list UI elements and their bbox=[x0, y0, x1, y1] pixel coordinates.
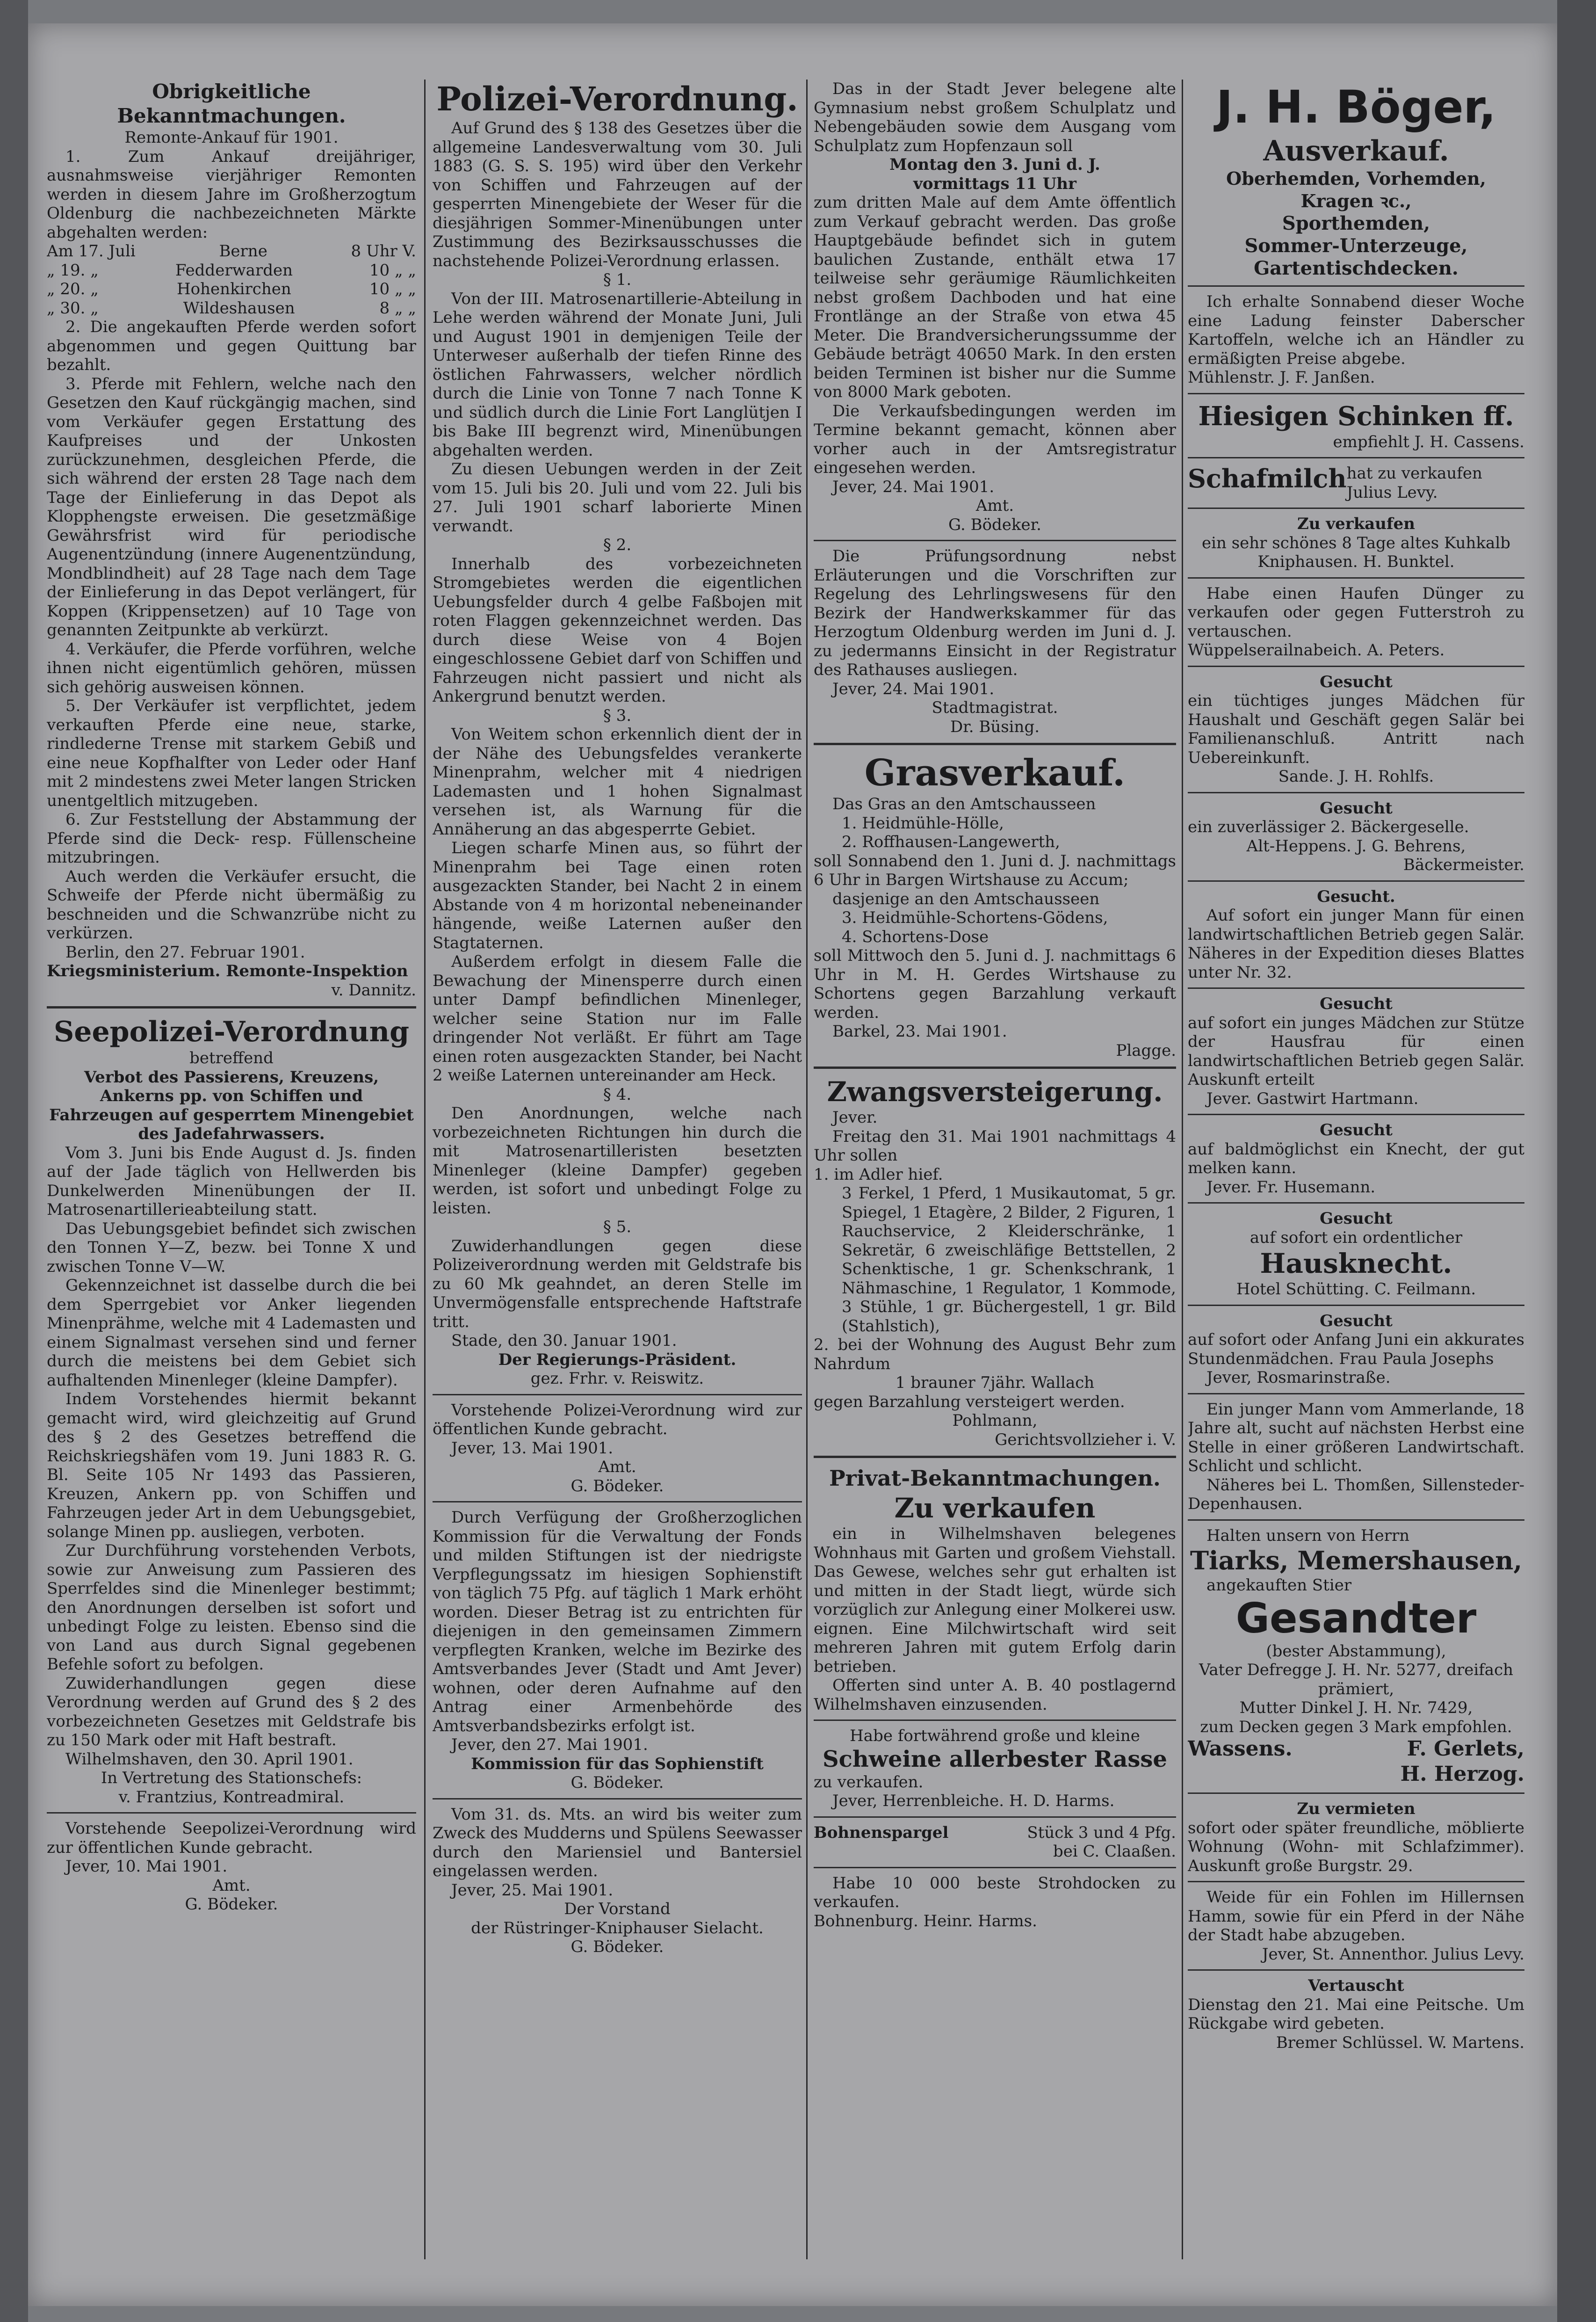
weide-signature: Jever, St. Annenthor. Julius Levy. bbox=[1262, 1945, 1524, 1964]
polizei-signature: G. Bödeker. bbox=[571, 1476, 664, 1495]
gesucht-signature: Alt-Heppens. J. G. Behrens, bbox=[1246, 836, 1466, 856]
section-mark: § 3. bbox=[603, 706, 632, 725]
column-4 bbox=[1188, 80, 1524, 2259]
seepolizei-paragraph: Vom 3. Juni bis Ende August d. Js. finden auf der Jade täglich von Hellwerden bis Dunkelwerden Minenübungen der II. Matrosenartillerieabteilung statt. bbox=[47, 1143, 416, 1219]
schafmilch-row: Schafmilch hat zu verkaufen Julius Levy. bbox=[1188, 464, 1482, 502]
seepolizei-signature: G. Bödeker. bbox=[185, 1895, 278, 1914]
polizei-paragraph: Zuwiderhandlungen gegen diese Polizeiverordnung werden mit Geldstrafe bis zu 60 Mk geahndet, an deren Stelle im Unvermögensfalle entsprechende Haftstrafe tritt. bbox=[433, 1236, 802, 1331]
section-rule bbox=[814, 743, 1176, 745]
gesucht-heading: Gesucht. bbox=[1317, 887, 1395, 906]
schweine-signature: Jever, Herrenbleiche. H. D. Harms. bbox=[832, 1792, 1115, 1810]
seepolizei-subtitle: Verbot des Passierens, Kreuzens, Ankerns pp. von Schiffen und Fahrzeugen auf gesperrtem Minengebiet des Jadefahrwassers. bbox=[49, 1067, 414, 1143]
boeger-title: J. H. Böger, bbox=[1216, 81, 1496, 133]
junger-mann-paragraph: Näheres bei L. Thomßen, Sillensteder-Depenhausen. bbox=[1188, 1475, 1524, 1513]
stroh-signature: Bohnenburg. Heinr. Harms. bbox=[814, 1911, 1037, 1930]
bohnenspargel-row: Bohnenspargel Stück 3 und 4 Pfg. bbox=[814, 1823, 1176, 1842]
gymnasium-date-bold: Montag den 3. Juni d. J. bbox=[889, 155, 1100, 174]
gymnasium-signature: G. Bödeker. bbox=[948, 515, 1041, 534]
stift-signature: Kommission für das Sophienstift bbox=[471, 1754, 764, 1773]
weide-paragraph: Weide für ein Fohlen im Hillernsen Hamm, sowie für ein Pferd in der Nähe der Stadt habe abzugeben. bbox=[1188, 1888, 1524, 1945]
stier-paragraph: zum Decken gegen 3 Mark empfohlen. bbox=[1200, 1717, 1512, 1736]
market-row: „ 30. „ Wildeshausen 8 „ „ bbox=[47, 298, 416, 318]
section-rule bbox=[814, 1816, 1176, 1818]
gesucht-heading: Gesucht bbox=[1320, 798, 1393, 818]
polizei-title: Polizei-Verordnung. bbox=[436, 80, 798, 118]
gras-list-item: 3. Heidmühle-Schortens-Gödens, bbox=[842, 908, 1108, 927]
section-rule bbox=[1188, 1393, 1524, 1394]
gras-list-item: 1. Heidmühle-Hölle, bbox=[842, 813, 1004, 833]
column-1 bbox=[47, 80, 416, 2259]
schinken-title: Hiesigen Schinken ff. bbox=[1198, 400, 1514, 432]
section-mark: § 2. bbox=[603, 536, 632, 554]
gesucht-heading: Gesucht bbox=[1320, 672, 1393, 691]
remonte-paragraph: 3. Pferde mit Fehlern, welche nach den Gesetzen den Kauf rückgängig machen, sind vom Verkäufer gegen Erstattung des Kaufpreises und der Unkosten zurückzunehmen, desgleichen Pferde, die sich während der ersten 28 Tage nach dem Tage der Einlieferung in das Depot als Klopphengste erweisen. Die gesetzmäßige Gewährsfrist wird für periodische Augenentzündung (innere Augenentzündung, Mondblindheit) auf 28 Tage nach dem Tage der Einlieferung in das Depot verlängert, für Koppen (Krippensetzen) auf 10 Tage von genannten Zeitpunkte ab verkürzt. bbox=[47, 374, 416, 639]
pruefung-signature: Dr. Büsing. bbox=[950, 717, 1040, 736]
zwangsversteigerung-title: Zwangsversteigerung. bbox=[827, 1076, 1163, 1108]
schweine-paragraph: zu verkaufen. bbox=[814, 1772, 924, 1792]
siel-signature: G. Bödeker. bbox=[571, 1937, 664, 1956]
section-rule bbox=[814, 1456, 1176, 1458]
section-rule bbox=[1188, 792, 1524, 793]
section-rule bbox=[1188, 666, 1524, 667]
grasverkauf-title: Grasverkauf. bbox=[864, 752, 1126, 794]
section-mark: § 5. bbox=[603, 1218, 632, 1236]
remonte-paragraph: Auch werden die Verkäufer ersucht, die Schweife der Pferde nicht übermäßig zu beschneiden und die Schwanzrübe nicht zu verkürzen. bbox=[47, 867, 416, 943]
gesucht-signature: Jever. Gastwirt Hartmann. bbox=[1206, 1089, 1419, 1108]
ausverkauf-title: Ausverkauf. bbox=[1263, 135, 1449, 167]
polizei-signature: Der Regierungs-Präsident. bbox=[498, 1350, 737, 1369]
hausknecht-title: Hausknecht. bbox=[1260, 1248, 1452, 1279]
gymnasium-paragraph: Die Verkaufsbedingungen werden im Termine bekannt gemacht, können aber vorher auch in der Amtsregistratur eingesehen werden. bbox=[814, 401, 1176, 477]
section-rule bbox=[1188, 1202, 1524, 1204]
zwang-paragraph: Freitag den 31. Mai 1901 nachmittags 4 Uhr sollen bbox=[814, 1127, 1176, 1165]
section-rule bbox=[433, 1798, 802, 1800]
seepolizei-date: Wilhelmshaven, den 30. April 1901. bbox=[65, 1749, 354, 1769]
kuhkalb-paragraph: ein sehr schönes 8 Tage altes Kuhkalb bbox=[1202, 533, 1510, 552]
section-rule bbox=[1188, 1114, 1524, 1115]
section-rule bbox=[1188, 457, 1524, 458]
section-rule bbox=[1188, 1969, 1524, 1971]
gesucht-signature: Bäckermeister. bbox=[1403, 856, 1524, 874]
gesucht-signature: Sande. J. H. Rohlfs. bbox=[1278, 767, 1434, 786]
section-rule bbox=[814, 1867, 1176, 1868]
seepolizei-paragraph: Zur Durchführung vorstehenden Verbots, sowie zur Anweisung zum Passieren des Sperrfeldes sind die Minenleger bestimmt; den Anordnungen derselben ist sofort und unbedingt Folge zu leisten. Ebenso sind die von Land aus durch Signal gegebenen Befehle sofort zu befolgen. bbox=[47, 1541, 416, 1674]
section-rule bbox=[433, 1501, 802, 1502]
official-notices-heading: Obrigkeitliche Bekanntmachungen. bbox=[117, 80, 346, 127]
schinken-signature: empfiehlt J. H. Cassens. bbox=[1333, 432, 1524, 451]
gras-paragraph: Das Gras an den Amtschausseen bbox=[832, 795, 1096, 813]
boeger-line: Sporthemden, bbox=[1282, 212, 1430, 234]
zwang-paragraph: 1 brauner 7jähr. Wallach bbox=[895, 1373, 1095, 1392]
remonte-paragraph: 5. Der Verkäufer ist verpflichtet, jedem verkauften Pferde eine neue, starke, rindlederne Trense mit starkem Gebiß und eine neue Kopfhalfter von Leder oder Hanf mit 2 mindestens zwei Meter langen Stricken unentgeltlich mitzugeben. bbox=[47, 697, 416, 810]
gesucht-paragraph: Auf sofort ein junger Mann für einen landwirtschaftlichen Betrieb gegen Salär. Näheres in der Expedition dieses Blattes unter Nr. 32. bbox=[1188, 906, 1524, 982]
gesucht-signature: Hotel Schütting. C. Feilmann. bbox=[1236, 1280, 1476, 1299]
remonte-signature: Kriegsministerium. Remonte-Inspektion bbox=[47, 962, 408, 980]
gras-signature: Plagge. bbox=[1116, 1041, 1176, 1060]
scan-right-edge bbox=[1557, 0, 1596, 2322]
verkaufen-paragraph: Offerten sind unter A. B. 40 postlagernd Wilhelmshaven einzusenden. bbox=[814, 1676, 1176, 1714]
boeger-line: Gartentischdecken. bbox=[1254, 257, 1459, 279]
seepolizei-paragraph: Zuwiderhandlungen gegen diese Verordnung werden auf Grund des § 2 des vorbezeichneten Gesetzes mit Geldstrafe bis zu 150 Mark oder mit Haft bestraft. bbox=[47, 1674, 416, 1749]
seepolizei-amt: Amt. bbox=[212, 1876, 251, 1895]
schweine-title: Schweine allerbester Rasse bbox=[823, 1746, 1167, 1772]
section-rule bbox=[1188, 577, 1524, 579]
gras-paragraph: dasjenige an den Amtschausseen bbox=[832, 889, 1100, 908]
zwang-signature: Pohlmann, bbox=[952, 1411, 1038, 1430]
verkaufen-paragraph: ein in Wilhelmshaven belegenes Wohnhaus mit Garten und großem Viehstall. Das Gewese, welches sehr gut erhalten ist und mitten in der Stadt liegt, würde sich vorzüglich zur Anlegung einer Molkerei usw. eignen. Eine Milchwirtschaft wird seit mehreren Jahren mit gutem Erfolg darin betrieben. bbox=[814, 1524, 1176, 1676]
section-rule bbox=[814, 1720, 1176, 1721]
gesandter-title: Gesandter bbox=[1235, 1594, 1477, 1642]
kartoffel-signature: Mühlenstr. J. F. Janßen. bbox=[1188, 368, 1375, 387]
zwang-paragraph: gegen Barzahlung versteigert werden. bbox=[814, 1392, 1125, 1411]
gesucht-paragraph: auf sofort ein ordentlicher bbox=[1249, 1228, 1463, 1247]
pruefung-paragraph: Die Prüfungsordnung nebst Erläuterungen und die Vorschriften zur Regelung des Lehrlingswesens für den Bezirk der Handwerkskammer für das Herzogtum Oldenburg werden im Juni d. J. zu jedermanns Einsicht in der Registratur des Rathauses ausliegen. bbox=[814, 547, 1176, 679]
section-rule bbox=[1188, 880, 1524, 882]
gymnasium-date: Jever, 24. Mai 1901. bbox=[832, 477, 995, 496]
seepolizei-signature: In Vertretung des Stationschefs: bbox=[101, 1769, 362, 1787]
stier-paragraph: (bester Abstammung), bbox=[1266, 1641, 1446, 1661]
polizei-paragraph: Außerdem erfolgt in diesem Falle die Bewachung der Minensperre durch einen unter Dampf befindlichen Minenleger, welcher seine Station nur im Falle dringender Not verläßt. Er führt am Tage einen roten ausgezackten Stander, bei Nacht 2 weiße Laternen untereinander am Heck. bbox=[433, 952, 802, 1085]
remonte-title: Remonte-Ankauf für 1901. bbox=[124, 128, 339, 147]
seepolizei-paragraph: Vorstehende Seepolizei-Verordnung wird zur öffentlichen Kunde gebracht. bbox=[47, 1819, 416, 1857]
gesucht-signature: Jever, Rosmarinstraße. bbox=[1206, 1368, 1391, 1387]
section-mark: § 4. bbox=[603, 1085, 632, 1104]
gesucht-signature: Jever. Fr. Husemann. bbox=[1206, 1177, 1376, 1197]
column-divider bbox=[424, 80, 426, 2259]
column-divider bbox=[1182, 80, 1183, 2259]
column-3 bbox=[814, 80, 1176, 2259]
polizei-paragraph: Auf Grund des § 138 des Gesetzes über die allgemeine Landesverwaltung vom 30. Juli 1883 (G. S. S. 195) wird über den Verkehr von Schiffen und Fahrzeugen auf der gesperrten Minengebiete der Weser für die diesjährigen Sommer-Minenübungen unter Zustimmung des Bezirksausschusses die nachstehende Polizei-Verordnung erlassen. bbox=[433, 119, 802, 270]
remonte-date: Berlin, den 27. Februar 1901. bbox=[65, 943, 305, 962]
remonte-paragraph: 1. Zum Ankauf dreijähriger, ausnahmsweise vierjähriger Remonten werden in diesem Jahre im Großherzogtum Oldenburg die nachbezeichneten Märkte abgehalten werden: bbox=[47, 147, 416, 242]
stier-signature-row: Wassens. F. Gerlets, H. Herzog. bbox=[1188, 1737, 1524, 1786]
stift-signature: G. Bödeker. bbox=[571, 1773, 664, 1792]
duenger-paragraph: Habe einen Haufen Dünger zu verkaufen oder gegen Futterstroh zu vertauschen. bbox=[1188, 584, 1524, 641]
gesucht-paragraph: auf baldmöglichst ein Knecht, der gut melken kann. bbox=[1188, 1139, 1524, 1177]
gras-list-item: 4. Schortens-Dose bbox=[842, 927, 989, 946]
bohnenspargel-signature: bei C. Claaßen. bbox=[1053, 1842, 1176, 1861]
privat-heading: Privat-Bekanntmachungen. bbox=[829, 1466, 1161, 1491]
vertauscht-heading: Vertauscht bbox=[1308, 1976, 1404, 1995]
vermieten-paragraph: sofort oder später freundliche, möblierte Wohnung (Wohn- mit Schlafzimmer). Auskunft große Burgstr. 29. bbox=[1188, 1818, 1524, 1875]
gesucht-paragraph: auf sofort oder Anfang Juni ein akkurates Stundenmädchen. Frau Paula Josephs bbox=[1188, 1330, 1524, 1368]
gesucht-paragraph: ein zuverlässiger 2. Bäckergeselle. bbox=[1188, 818, 1469, 836]
kuhkalb-signature: Kniphausen. H. Bunktel. bbox=[1257, 552, 1455, 571]
gras-paragraph: soll Sonnabend den 1. Juni d. J. nachmittags 6 Uhr in Bargen Wirtshause zu Accum; bbox=[814, 851, 1176, 889]
section-rule bbox=[1188, 1305, 1524, 1306]
siel-paragraph: Vom 31. ds. Mts. an wird bis weiter zum Zweck des Mudderns und Spülens Seewasser durch den Mariensiel und Bantersiel eingelassen werden. bbox=[433, 1805, 802, 1880]
gymnasium-amt: Amt. bbox=[975, 496, 1014, 515]
polizei-paragraph: Zu diesen Uebungen werden in der Zeit vom 15. Juli bis 20. Juli und vom 22. Juli bis 27. Juli 1901 scharf laborierte Minen verwandt. bbox=[433, 460, 802, 536]
remonte-signature: v. Dannitz. bbox=[331, 980, 416, 1000]
zwang-list-item: 2. bei der Wohnung des August Behr zum Nahrdum bbox=[814, 1335, 1176, 1373]
zu-verkaufen-title: Zu verkaufen bbox=[894, 1492, 1096, 1524]
zwang-paragraph: 3 Ferkel, 1 Pferd, 1 Musikautomat, 5 gr. Spiegel, 1 Etagère, 2 Bilder, 2 Figuren, 1 Rauchservice, 2 Kleiderschränke, 1 Sekretär, 6 zweischläfige Bettstellen, 2 Schenktische, 1 gr. Schenkschrank, 1 Nähmaschine, 1 Regulator, 1 Kommode, 3 Stühle, 1 gr. Büchergestell, 1 gr. Bild (Stahlstich), bbox=[842, 1184, 1176, 1335]
zu-vermieten-heading: Zu vermieten bbox=[1297, 1800, 1415, 1818]
polizei-amt: Amt. bbox=[598, 1458, 636, 1476]
seepolizei-date: Jever, 10. Mai 1901. bbox=[65, 1857, 228, 1876]
section-rule bbox=[814, 1067, 1176, 1069]
market-row: Am 17. Juli Berne 8 Uhr V. bbox=[47, 242, 416, 261]
junger-mann-paragraph: Ein junger Mann vom Ammerlande, 18 Jahre alt, sucht auf nächsten Herbst eine Stelle in einer größeren Landwirtschaft. Schlicht und schlicht. bbox=[1188, 1400, 1524, 1475]
section-rule bbox=[47, 1812, 416, 1814]
polizei-paragraph: Innerhalb des vorbezeichneten Stromgebietes werden die eigentlichen Uebungsfelder durch 4 gelbe Faßbojen mit roten Flaggen gekennzeichnet werden. Das durch diese Weise von 4 Bojen eingeschlossene Gebiet darf von Schiffen und Fahrzeugen nicht passiert und nicht als Ankergrund benutzt werden. bbox=[433, 554, 802, 706]
section-rule bbox=[1188, 987, 1524, 989]
section-rule bbox=[1188, 1519, 1524, 1521]
polizei-signature: gez. Frhr. v. Reiswitz. bbox=[530, 1369, 704, 1388]
zwang-list-item: 1. im Adler hief. bbox=[814, 1165, 943, 1184]
section-rule bbox=[1188, 393, 1524, 394]
polizei-paragraph: Vorstehende Polizei-Verordnung wird zur öffentlichen Kunde gebracht. bbox=[433, 1400, 802, 1438]
gras-date: Barkel, 23. Mai 1901. bbox=[832, 1022, 1007, 1041]
seepolizei-paragraph: Indem Vorstehendes hiermit bekannt gemacht wird, wird gleichzeitig auf Grund des § 2 des Gesetzes betreffend die Reichskriegshäfen vom 19. Juni 1883 R. G. Bl. Seite 105 Nr 1493 das Passieren, Kreuzen, Ankern pp. von Schiffen und Fahrzeugen jeder Art in dem Uebungsgebiet, solange Minen pp. ausliegen, verboten. bbox=[47, 1390, 416, 1541]
zu-verkaufen-heading: Zu verkaufen bbox=[1297, 515, 1415, 533]
polizei-paragraph: Liegen scharfe Minen aus, so führt der Minenprahm bei Tage einen roten ausgezackten Stander, bei Nacht 2 in einem Abstande von 4 m horizontal nebeneinander hängende, weiße Laternen außer den Stagtaternen. bbox=[433, 839, 802, 952]
market-row: „ 20. „ Hohenkirchen 10 „ „ bbox=[47, 280, 416, 298]
gesucht-heading: Gesucht bbox=[1320, 1121, 1393, 1139]
schweine-intro: Habe fortwährend große und kleine bbox=[850, 1727, 1140, 1745]
remonte-paragraph: 4. Verkäufer, die Pferde vorführen, welche ihnen nicht eigentümlich gehören, müssen sich gehörig ausweisen können. bbox=[47, 639, 416, 697]
section-rule bbox=[814, 540, 1176, 541]
vertauscht-paragraph: Dienstag den 21. Mai eine Peitsche. Um Rückgabe wird gebeten. bbox=[1188, 1995, 1524, 2033]
section-rule bbox=[1188, 508, 1524, 509]
seepolizei-paragraph: Gekennzeichnet ist dasselbe durch die bei dem Sperrgebiet vor Anker liegenden Minenprähme, welche mit 4 Lademasten und einem Signalmast versehen sind und ferner durch die meistens bei dem Gebiet sich aufhaltenden Minenleger (kleine Dampfer). bbox=[47, 1276, 416, 1390]
section-rule bbox=[433, 1394, 802, 1395]
stier-paragraph: angekauften Stier bbox=[1206, 1576, 1352, 1595]
pruefung-signature: Stadtmagistrat. bbox=[932, 698, 1058, 717]
stift-date: Jever, den 27. Mai 1901. bbox=[451, 1735, 648, 1754]
boeger-line: Sommer-Unterzeuge, bbox=[1244, 235, 1468, 257]
gesucht-heading: Gesucht bbox=[1320, 1311, 1393, 1330]
gesucht-heading: Gesucht bbox=[1320, 1209, 1393, 1228]
market-row: „ 19. „ Fedderwarden 10 „ „ bbox=[47, 261, 416, 280]
duenger-signature: Wüppelserailnabeich. A. Peters. bbox=[1188, 641, 1445, 660]
tiarks-name: Tiarks, Memershausen, bbox=[1190, 1546, 1523, 1575]
section-mark: § 1. bbox=[603, 270, 632, 289]
vertauscht-signature: Bremer Schlüssel. W. Martens. bbox=[1276, 2033, 1524, 2052]
column-2 bbox=[433, 80, 802, 2259]
column-divider bbox=[806, 80, 808, 2259]
boeger-line: Oberhemden, Vorhemden, Kragen ꝛc., bbox=[1226, 168, 1486, 211]
stift-paragraph: Durch Verfügung der Großherzoglichen Kommission für die Verwaltung der Fonds und milden Stiftungen ist der niedrigste Verpflegungssatz im hiesigen Sophienstift von täglich 75 Pfg. auf täglich 1 Mark erhöht worden. Dieser Betrag ist zu entrichten für diejenigen in den gemeinsamen Zimmern verpflegten Kranken, welche im Bezirke des Amtsverbandes Jever (Stadt und Amt Jever) wohnen, oder deren Aufnahme auf den Antrag einer Armenbehörde des Amtsverbandsbezirks erfolgt ist. bbox=[433, 1508, 802, 1735]
stier-paragraph: Mutter Dinkel J. H. Nr. 7429, bbox=[1239, 1698, 1473, 1717]
gras-list-item: 2. Roffhausen-Langewerth, bbox=[842, 833, 1060, 851]
polizei-paragraph: Von Weitem schon erkennlich dient der in der Nähe des Uebungsfeldes verankerte Minenprahm, welcher mit 4 niedrigen Lademasten und 1 hohen Signalmast versehen ist, als Warnung für die Annäherung an das abgesperrte Gebiet. bbox=[433, 725, 802, 839]
polizei-paragraph: Den Anordnungen, welche nach vorbezeichneten Richtungen hin durch die mit Matrosenartilleristen besetzten Minenleger (kleine Dampfer) gegeben werden, ist sofort und unbedingt Folge zu leisten. bbox=[433, 1104, 802, 1218]
polizei-paragraph: Von der III. Matrosenartillerie-Abteilung in Lehe werden während der Monate Juni, Juli und August 1901 in demjenigen Teile der Unterweser außerhalb der tiefen Rinne des östlichen Fahrwassers, welcher nördlich durch die Linie von Tonne 7 nach Tonne K und südlich durch die Linie Fort Langlütjen I bis Bake III begrenzt wird, Minenübungen abgehalten werden. bbox=[433, 289, 802, 460]
polizei-date: Stade, den 30. Januar 1901. bbox=[451, 1331, 677, 1350]
pruefung-date: Jever, 24. Mai 1901. bbox=[832, 679, 995, 698]
remonte-paragraph: 6. Zur Feststellung der Abstammung der Pferde sind die Deck- resp. Füllenscheine mitzubringen. bbox=[47, 810, 416, 867]
zwang-place: Jever. bbox=[832, 1108, 878, 1127]
stroh-paragraph: Habe 10 000 beste Strohdocken zu verkaufen. bbox=[814, 1873, 1176, 1911]
stier-paragraph: Halten unsern von Herrn bbox=[1206, 1526, 1410, 1545]
stier-paragraph: Vater Defregge J. H. Nr. 5277, dreifach prämiert, bbox=[1199, 1661, 1514, 1698]
polizei-date: Jever, 13. Mai 1901. bbox=[451, 1438, 614, 1458]
zwang-signature: Gerichtsvollzieher i. V. bbox=[995, 1430, 1176, 1449]
siel-signature: Der Vorstand bbox=[564, 1900, 671, 1918]
section-rule bbox=[1188, 1792, 1524, 1794]
seepolizei-title: Seepolizei-Verordnung bbox=[53, 1016, 410, 1048]
section-rule bbox=[1188, 1881, 1524, 1882]
seepolizei-signature: v. Frantzius, Kontreadmiral. bbox=[118, 1787, 345, 1807]
gymnasium-paragraph: Das in der Stadt Jever belegene alte Gymnasium nebst großem Schulplatz und Nebengebäuden sowie dem Ausgang vom Schulplatz zum Hopfenzaun soll bbox=[814, 80, 1176, 155]
siel-date: Jever, 25. Mai 1901. bbox=[451, 1880, 614, 1900]
gesucht-paragraph: ein tüchtiges junges Mädchen für Haushalt und Geschäft gegen Salär bei Familienanschluß. Antritt nach Uebereinkunft. bbox=[1188, 691, 1524, 767]
seepolizei-betreffend: betreffend bbox=[189, 1049, 274, 1067]
remonte-paragraph: 2. Die angekauften Pferde werden sofort abgenommen und gegen Quittung bar bezahlt. bbox=[47, 318, 416, 374]
section-rule bbox=[47, 1006, 416, 1009]
scan-left-edge bbox=[0, 0, 28, 2322]
seepolizei-paragraph: Das Uebungsgebiet befindet sich zwischen den Tonnen Y—Z, bezw. bei Tonne X und zwischen Tonne V—W. bbox=[47, 1219, 416, 1276]
gesucht-paragraph: auf sofort ein junges Mädchen zur Stütze der Hausfrau für einen landwirtschaftlichen Betrieb gegen Salär. Auskunft erteilt bbox=[1188, 1013, 1524, 1089]
gymnasium-time-bold: vormittags 11 Uhr bbox=[913, 174, 1076, 193]
kartoffel-paragraph: Ich erhalte Sonnabend dieser Woche eine Ladung feinster Daberscher Kartoffeln, welche ich an Händler zu ermäßigten Preise abgebe. bbox=[1188, 292, 1524, 368]
section-rule bbox=[1188, 285, 1524, 287]
siel-signature: der Rüstringer-Kniphauser Sielacht. bbox=[471, 1918, 764, 1937]
gras-paragraph: soll Mittwoch den 5. Juni d. J. nachmittags 6 Uhr in M. H. Gerdes Wirtshause zu Schortens gegen Barzahlung verkauft werden. bbox=[814, 946, 1176, 1022]
gesucht-heading: Gesucht bbox=[1320, 994, 1393, 1013]
gymnasium-paragraph: zum dritten Male auf dem Amte öffentlich zum Verkauf gebracht werden. Das große Hauptgebäude befindet sich in gutem baulichen Zustande, enthält etwa 17 teilweise sehr geräumige Räumlichkeiten nebst großem Dachboden und hat eine Frontlänge an der Straße von etwa 45 Meter. Die Brandversicherungssumme der Gebäude beträgt 40650 Mark. In den ersten beiden Terminen ist bisher nur die Summe von 8000 Mark geboten. bbox=[814, 193, 1176, 401]
